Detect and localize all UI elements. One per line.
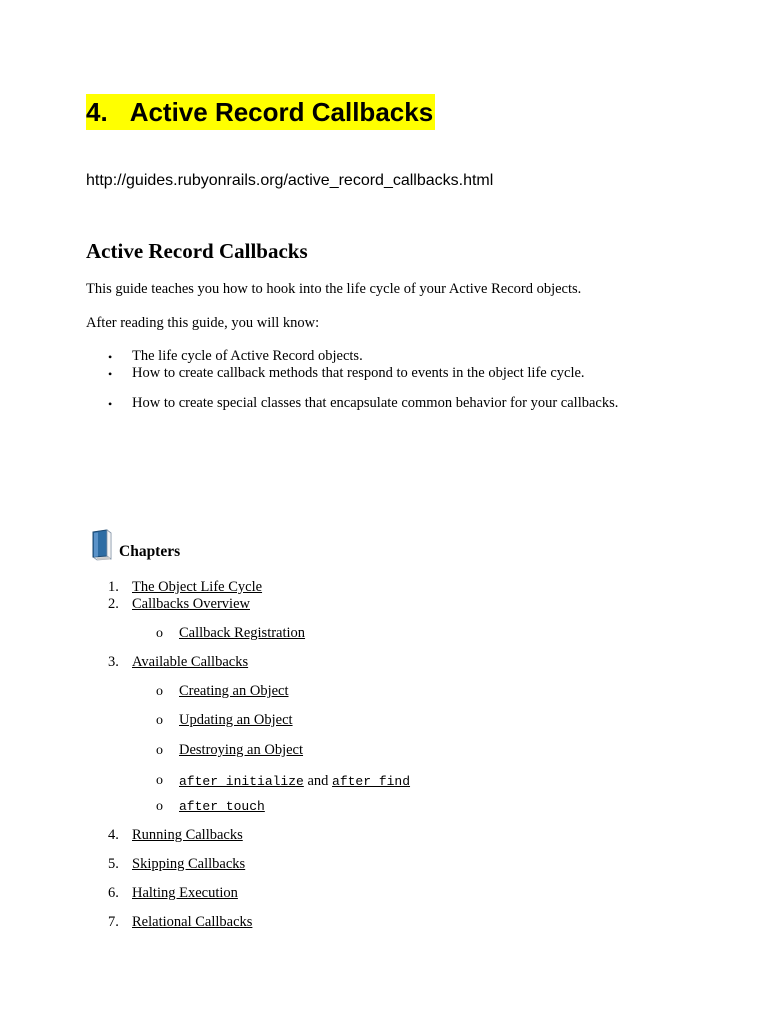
list-item: How to create special classes that encapsulate common behavior for your callbacks. — [132, 395, 619, 411]
sub-bullet-marker: o — [156, 626, 163, 641]
chapters-heading: Chapters — [119, 543, 181, 560]
bullet-marker: • — [108, 397, 113, 411]
toc-link-relational-callbacks[interactable]: Relational Callbacks — [132, 914, 253, 930]
bullet-marker: • — [108, 367, 113, 381]
toc-link-after-find[interactable]: after_find — [332, 774, 411, 789]
page-title: Active Record Callbacks — [86, 239, 308, 263]
list-number: 4. — [108, 827, 119, 843]
intro-paragraph: This guide teaches you how to hook into the life cycle of your Active Record objects. — [86, 281, 582, 297]
toc-link-halting-execution[interactable]: Halting Execution — [132, 885, 238, 901]
toc-link-callbacks-overview[interactable]: Callbacks Overview — [132, 596, 250, 612]
toc-link-running-callbacks[interactable]: Running Callbacks — [132, 827, 243, 843]
sub-bullet-marker: o — [156, 713, 163, 728]
sub-bullet-marker: o — [156, 684, 163, 699]
section-heading — [86, 94, 435, 130]
sub-bullet-marker: o — [156, 799, 163, 814]
list-number: 7. — [108, 914, 119, 930]
toc-link-object-life-cycle[interactable]: The Object Life Cycle — [132, 579, 263, 595]
heading-title: Active Record Callbacks — [129, 97, 434, 127]
toc-link-after-touch[interactable]: after_touch — [179, 799, 265, 814]
toc-link-callback-registration[interactable]: Callback Registration — [179, 625, 306, 641]
toc-link-updating-object[interactable]: Updating an Object — [179, 712, 293, 728]
list-number: 2. — [108, 596, 119, 612]
heading-number: 4. — [86, 97, 108, 127]
joiner-text: and — [303, 773, 333, 789]
bullet-marker: • — [108, 350, 113, 364]
sub-bullet-marker: o — [156, 773, 163, 788]
source-url: http://guides.rubyonrails.org/active_record_callbacks.html — [86, 172, 494, 189]
toc-link-after-initialize[interactable]: after_initialize — [179, 774, 304, 789]
list-item: How to create callback methods that respond to events in the object life cycle. — [132, 365, 585, 381]
toc-link-available-callbacks[interactable]: Available Callbacks — [132, 654, 249, 670]
book-icon — [89, 529, 116, 561]
after-reading-paragraph: After reading this guide, you will know: — [86, 315, 320, 331]
sub-bullet-marker: o — [156, 743, 163, 758]
toc-link-skipping-callbacks[interactable]: Skipping Callbacks — [132, 856, 246, 872]
list-number: 3. — [108, 654, 119, 670]
list-item: The life cycle of Active Record objects. — [132, 348, 363, 364]
toc-link-creating-object[interactable]: Creating an Object — [179, 683, 289, 699]
toc-link-destroying-object[interactable]: Destroying an Object — [179, 742, 304, 758]
list-number: 5. — [108, 856, 119, 872]
list-number: 6. — [108, 885, 119, 901]
list-number: 1. — [108, 579, 119, 595]
toc-item-after-initialize-find — [179, 772, 410, 790]
